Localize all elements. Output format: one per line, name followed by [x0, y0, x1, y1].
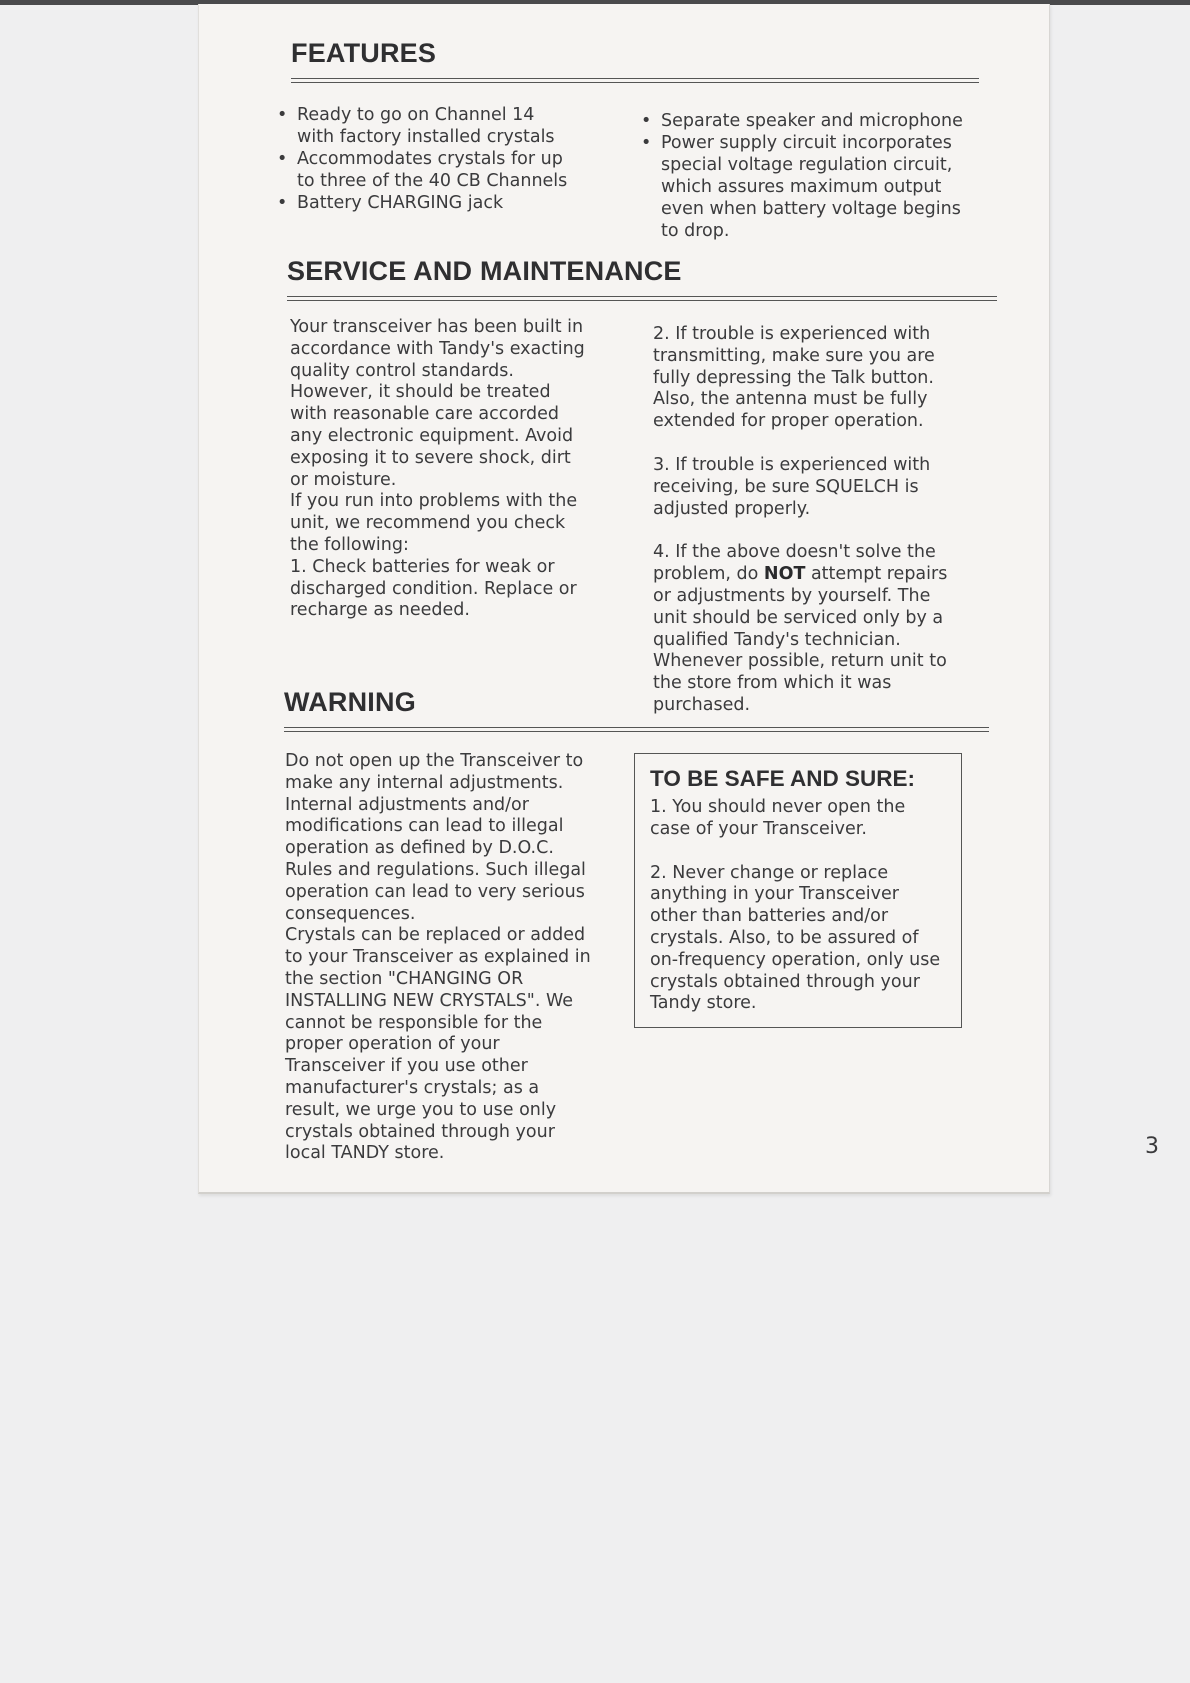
safe-and-sure-box [634, 753, 962, 1028]
service-step-3: 3. If trouble is experienced with receiving, be sure SQUELCH is adjusted properly. [653, 454, 931, 519]
safe-box-item-1: 1. You should never open the case of your Transceiver. [650, 797, 906, 839]
features-heading: FEATURES [291, 38, 437, 68]
features-list-left [277, 104, 577, 214]
safe-box-title: TO BE SAFE AND SURE: [650, 766, 916, 791]
features-rule [291, 78, 979, 83]
feature-item: • Separate speaker and microphone [641, 110, 963, 132]
service-step-1: 1. Check batteries for weak or discharged condition. Replace or recharge as needed. [290, 556, 577, 621]
service-left-column [290, 317, 590, 622]
service-paragraph: If you run into problems with the unit, we recommend you check the following: [290, 491, 578, 555]
step4-emphasis-not: NOT [763, 564, 806, 585]
warning-paragraph: Crystals can be replaced or added to your Transceiver as explained in the section "CHANGING OR INSTALLING NEW CRYSTALS". We cannot be responsible for the proper operation of your Transceiver if you use other manufacturer's crystals; as a result, we urge you to use only crystals obtained through your local TANDY store. [285, 925, 591, 1164]
service-step-4 [653, 542, 963, 716]
service-right-column [653, 324, 963, 717]
warning-text [285, 751, 597, 1165]
feature-item: • Battery CHARGING jack [277, 192, 577, 214]
service-paragraph: However, it should be treated with reasonable care accorded any electronic equipment. Avoid exposing it to severe shock, dirt or moisture. [290, 382, 574, 490]
service-rule [287, 296, 997, 301]
warning-heading: WARNING [284, 687, 416, 717]
warning-paragraph: Do not open up the Transceiver to make any internal adjustments. [285, 751, 584, 793]
feature-item: • Power supply circuit incorporates special voltage regulation circuit, which assures maximum output even when battery voltage begins to drop. [641, 132, 963, 242]
warning-paragraph: Internal adjustments and/or modifications can lead to illegal operation as defined by D.O.C. Rules and regulations. Such illegal operation can lead to very serious consequences. [285, 794, 586, 924]
service-step-2: 2. If trouble is experienced with transmitting, make sure you are fully depressing the Talk button. Also, the antenna must be fully extended for proper operation. [653, 324, 935, 432]
feature-item: • Ready to go on Channel 14 with factory installed crystals [277, 104, 577, 148]
warning-rule [284, 727, 989, 732]
step4-text-end: attempt repairs or adjustments by yourself. The unit should be serviced only by a qualified Tandy's technician. Whenever possible, return unit to the store from which it was purchased. [653, 564, 948, 715]
safe-box-item-2: 2. Never change or replace anything in your Transceiver other than batteries and/or crystals. Also, to be assured of on-frequency operation, only use crystals obtained through your Tandy store. [650, 862, 941, 1014]
safe-box-text [650, 797, 949, 1015]
service-heading: SERVICE AND MAINTENANCE [287, 256, 682, 286]
service-paragraph: Your transceiver has been built in accordance with Tandy's exacting quality control standards. [290, 317, 585, 381]
step4-text-start: 4. If the above doesn't solve the problem, do [653, 542, 936, 585]
features-list-right [641, 110, 963, 242]
feature-item: • Accommodates crystals for up to three of the 40 CB Channels [277, 148, 577, 192]
page-number: 3 [1145, 1134, 1159, 1159]
